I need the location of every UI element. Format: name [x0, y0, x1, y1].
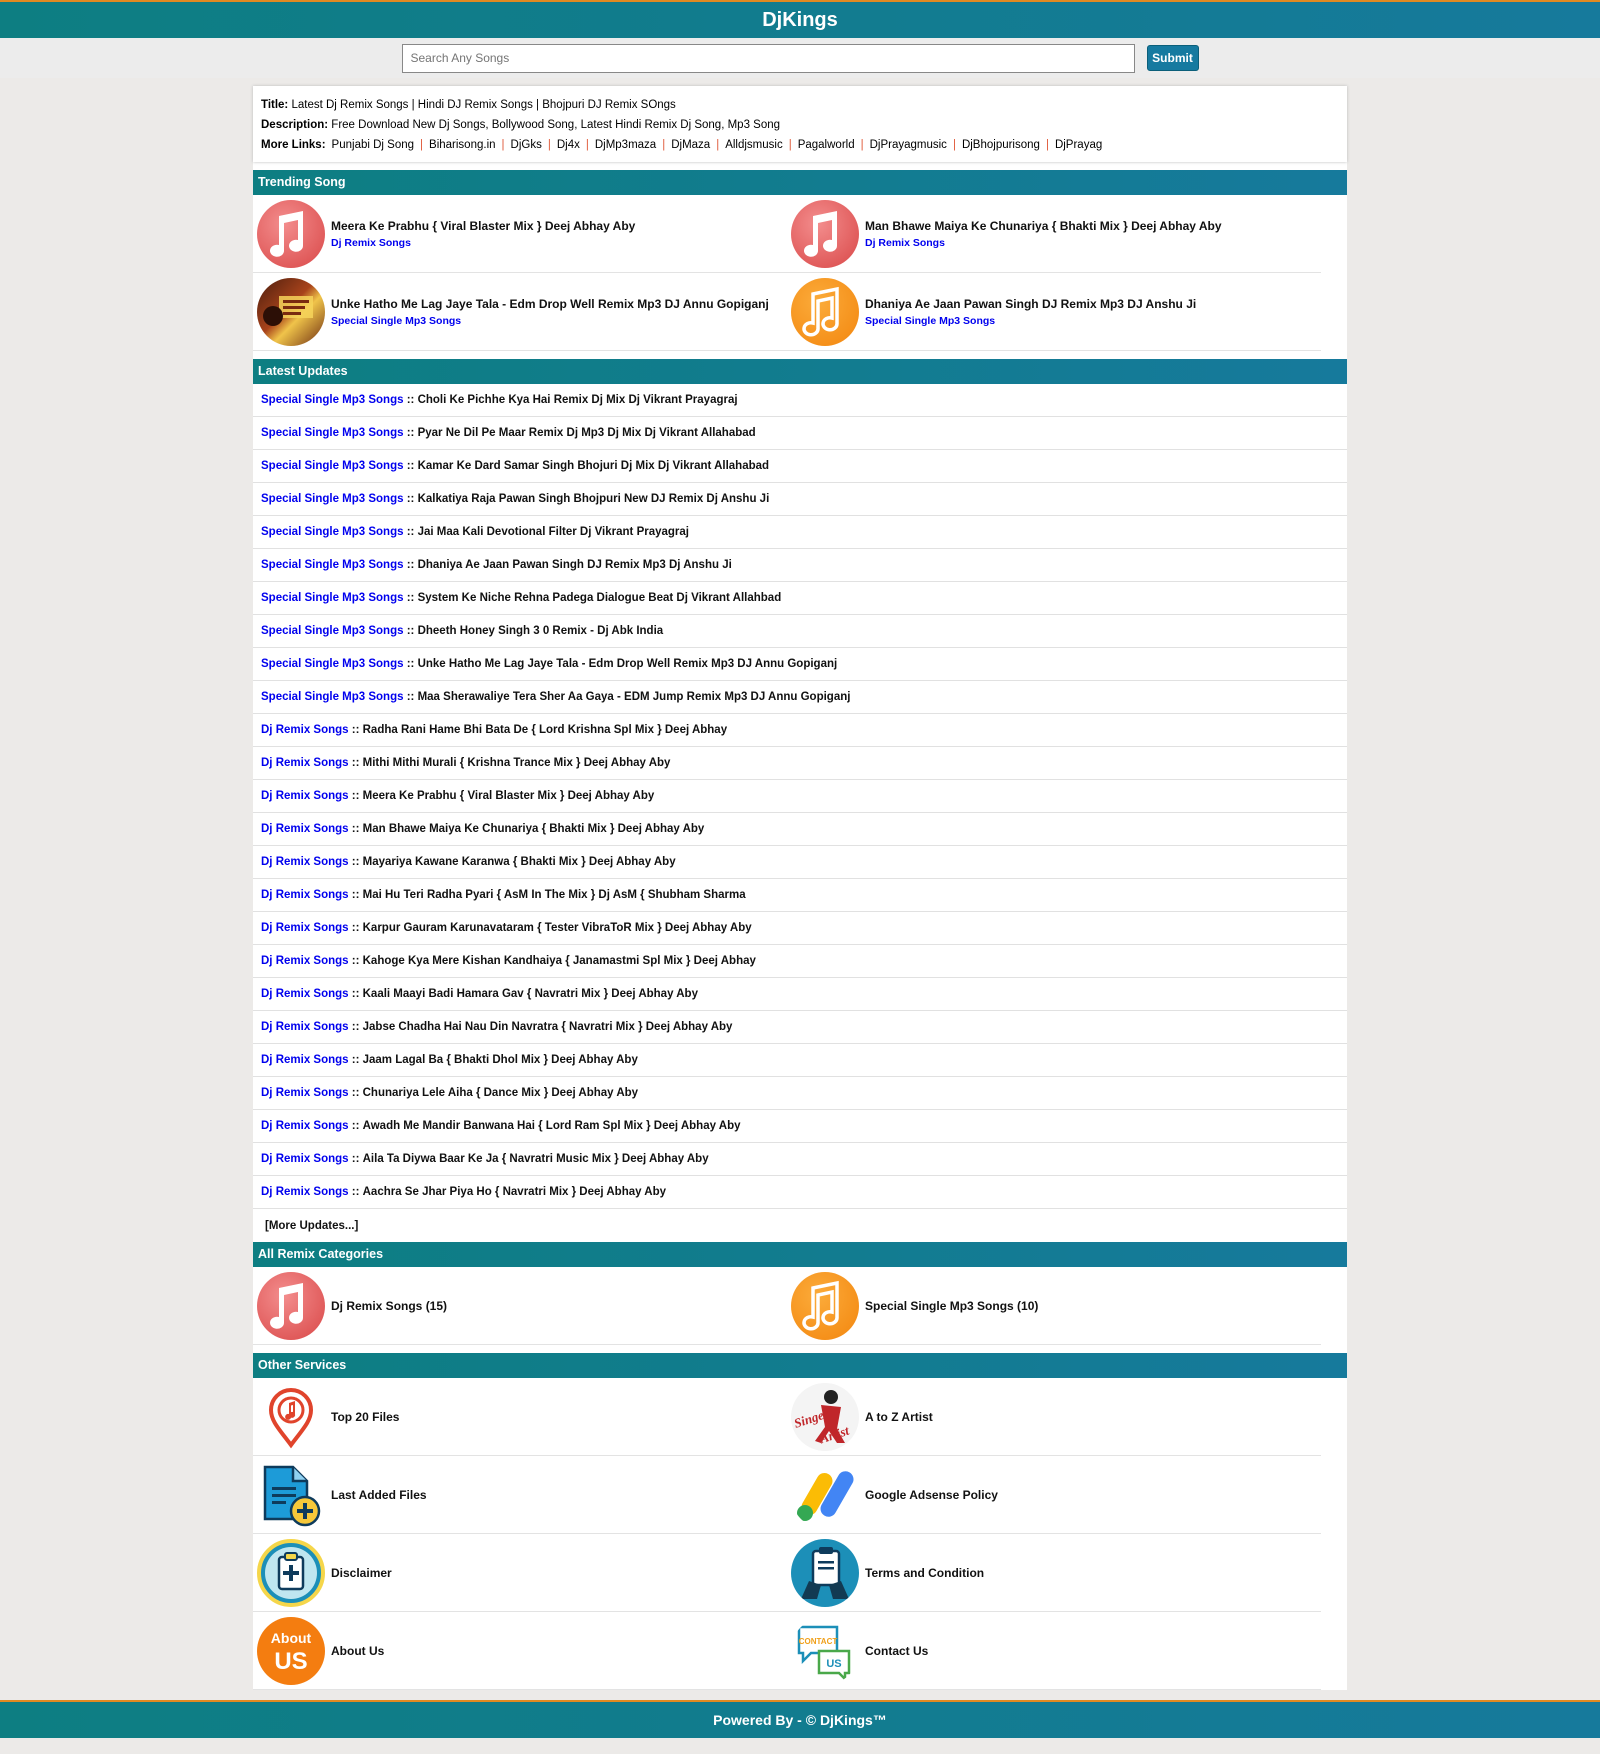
latest-row-category[interactable]: Dj Remix Songs	[261, 856, 349, 868]
category-item-name[interactable]: Dj Remix Songs (15)	[331, 1298, 448, 1313]
service-item-name[interactable]: Top 20 Files	[331, 1409, 400, 1424]
link-separator: |	[662, 139, 666, 151]
latest-row-separator: ::	[348, 790, 363, 802]
link-separator: |	[501, 139, 505, 151]
latest-header: Latest Updates	[253, 359, 1347, 384]
clipboard-plus-icon	[257, 1539, 325, 1607]
latest-row-category[interactable]: Dj Remix Songs	[261, 823, 349, 835]
trending-item-text	[331, 297, 769, 327]
latest-row-separator: ::	[348, 757, 363, 769]
latest-row[interactable]	[253, 549, 1347, 582]
latest-row-title[interactable]: Jai Maa Kali Devotional Filter Dj Vikrant Prayagraj	[417, 526, 689, 538]
trending-item-title[interactable]: Dhaniya Ae Jaan Pawan Singh DJ Remix Mp3 DJ Anshu Ji	[865, 296, 1197, 311]
trending-item[interactable]	[253, 195, 787, 273]
trending-item-category[interactable]: Dj Remix Songs	[331, 236, 411, 249]
latest-row-title[interactable]: Jabse Chadha Hai Nau Din Navratra { Navratri Mix } Deej Abhay Aby	[362, 1021, 733, 1033]
singer-artist-icon	[791, 1383, 859, 1451]
latest-row-title[interactable]: Mayariya Kawane Karanwa { Bhakti Mix } Deej Abhay Aby	[362, 856, 676, 868]
service-item-label	[331, 1644, 384, 1658]
more-link[interactable]: Punjabi Dj Song	[331, 139, 415, 151]
trending-item-category[interactable]: Special Single Mp3 Songs	[331, 314, 462, 327]
latest-row[interactable]	[253, 747, 1347, 780]
categories-header: All Remix Categories	[253, 1242, 1347, 1267]
service-item-name[interactable]: Google Adsense Policy	[865, 1487, 998, 1502]
album-cover-icon	[257, 278, 325, 346]
add-file-icon	[257, 1461, 325, 1529]
latest-row-separator: ::	[348, 889, 363, 901]
trending-item-title[interactable]: Unke Hatho Me Lag Jaye Tala - Edm Drop Well Remix Mp3 DJ Annu Gopiganj	[331, 296, 769, 311]
service-item-label	[331, 1566, 392, 1580]
service-item-name[interactable]: Contact Us	[865, 1643, 929, 1658]
latest-row-title[interactable]: Aachra Se Jhar Piya Ho { Navratri Mix } Deej Abhay Aby	[362, 1186, 667, 1198]
latest-row[interactable]	[253, 615, 1347, 648]
latest-row[interactable]	[253, 1011, 1347, 1044]
link-separator: |	[716, 139, 720, 151]
latest-row-title[interactable]: Radha Rani Hame Bhi Bata De { Lord Krishna Spl Mix } Deej Abhay	[362, 724, 728, 736]
latest-row-title[interactable]: Maa Sherawaliye Tera Sher Aa Gaya - EDM Jump Remix Mp3 DJ Annu Gopiganj	[417, 691, 851, 703]
latest-row-separator: ::	[348, 1087, 363, 1099]
svg-text:Singer: Singer	[792, 1405, 831, 1431]
music-note-orange-icon	[791, 1272, 859, 1340]
more-link[interactable]: Biharisong.in	[429, 139, 496, 151]
service-item[interactable]	[253, 1378, 787, 1456]
latest-row-separator: ::	[348, 1021, 363, 1033]
latest-row-title[interactable]: Meera Ke Prabhu { Viral Blaster Mix } Deej Abhay Aby	[362, 790, 655, 802]
latest-row-category[interactable]: Special Single Mp3 Songs	[261, 493, 404, 505]
trending-item-title[interactable]: Man Bhawe Maiya Ke Chunariya { Bhakti Mix } Deej Abhay Aby	[865, 218, 1222, 233]
latest-row-category[interactable]: Special Single Mp3 Songs	[261, 394, 404, 406]
more-link[interactable]: DjPrayagmusic	[869, 139, 947, 151]
trending-item[interactable]	[787, 273, 1321, 351]
latest-row-separator: ::	[403, 691, 418, 703]
latest-row-separator: ::	[348, 1153, 363, 1165]
search-input[interactable]	[402, 44, 1135, 73]
service-item-name[interactable]: A to Z Artist	[865, 1409, 933, 1424]
service-item-label	[865, 1488, 998, 1502]
service-item[interactable]	[253, 1456, 787, 1534]
latest-row-category[interactable]: Dj Remix Songs	[261, 1054, 349, 1066]
category-item-label	[865, 1299, 1038, 1313]
trending-item-category[interactable]: Dj Remix Songs	[865, 236, 945, 249]
link-separator: |	[420, 139, 424, 151]
latest-row[interactable]	[253, 879, 1347, 912]
latest-row[interactable]	[253, 780, 1347, 813]
trending-list	[253, 195, 1347, 351]
latest-row-category[interactable]: Dj Remix Songs	[261, 1087, 349, 1099]
link-separator: |	[1045, 139, 1049, 151]
latest-row[interactable]	[253, 1176, 1347, 1209]
svg-text:Artist: Artist	[817, 1422, 851, 1446]
latest-row-category[interactable]: Dj Remix Songs	[261, 922, 349, 934]
more-link[interactable]: Pagalworld	[797, 139, 855, 151]
category-item[interactable]	[787, 1267, 1321, 1345]
latest-row-category[interactable]: Special Single Mp3 Songs	[261, 559, 404, 571]
service-item-label	[865, 1566, 984, 1580]
link-separator: |	[952, 139, 956, 151]
site-header	[0, 0, 1600, 38]
latest-row-separator: ::	[403, 658, 418, 670]
service-item-name[interactable]: About Us	[331, 1643, 385, 1658]
latest-row-category[interactable]: Special Single Mp3 Songs	[261, 658, 404, 670]
terms-clipboard-icon	[791, 1539, 859, 1607]
latest-row-category[interactable]: Dj Remix Songs	[261, 889, 349, 901]
latest-row[interactable]	[253, 483, 1347, 516]
latest-row[interactable]	[253, 681, 1347, 714]
latest-row-category[interactable]: Special Single Mp3 Songs	[261, 625, 404, 637]
latest-row-separator: ::	[348, 1186, 363, 1198]
about-us-icon	[257, 1617, 325, 1685]
latest-row-title[interactable]: Kalkatiya Raja Pawan Singh Bhojpuri New DJ Remix Dj Anshu Ji	[417, 493, 770, 505]
service-item[interactable]	[253, 1612, 787, 1690]
category-item-name[interactable]: Special Single Mp3 Songs (10)	[865, 1298, 1039, 1313]
info-box	[253, 86, 1347, 162]
trending-item-category[interactable]: Special Single Mp3 Songs	[865, 314, 996, 327]
services-list	[253, 1378, 1347, 1690]
latest-row[interactable]	[253, 912, 1347, 945]
link-separator: |	[788, 139, 792, 151]
svg-text:US: US	[826, 1657, 842, 1670]
info-description-label: Description:	[261, 119, 329, 131]
service-item[interactable]	[787, 1534, 1321, 1612]
footer-text: Powered By - © DjKings™	[713, 1712, 887, 1728]
services-header: Other Services	[253, 1353, 1347, 1378]
trending-item-title[interactable]: Meera Ke Prabhu { Viral Blaster Mix } Deej Abhay Aby	[331, 218, 636, 233]
more-links-list	[326, 139, 1109, 151]
more-link[interactable]: Alldjsmusic	[725, 139, 783, 151]
latest-row-separator: ::	[403, 526, 418, 538]
service-item-label	[865, 1644, 928, 1658]
latest-row-separator: ::	[348, 1120, 363, 1132]
latest-row-category[interactable]: Dj Remix Songs	[261, 790, 349, 802]
latest-row-category[interactable]: Dj Remix Songs	[261, 955, 349, 967]
latest-row-category[interactable]: Special Single Mp3 Songs	[261, 460, 404, 472]
latest-row-separator: ::	[403, 460, 418, 472]
latest-row[interactable]	[253, 417, 1347, 450]
search-bar	[0, 38, 1600, 78]
latest-row-title[interactable]: Dhaniya Ae Jaan Pawan Singh DJ Remix Mp3 Dj Anshu Ji	[417, 559, 732, 571]
latest-row[interactable]	[253, 516, 1347, 549]
latest-row-title[interactable]: Choli Ke Pichhe Kya Hai Remix Dj Mix Dj Vikrant Prayagraj	[417, 394, 738, 406]
trending-header: Trending Song	[253, 170, 1347, 195]
service-item[interactable]	[787, 1378, 1321, 1456]
latest-row-separator: ::	[403, 625, 418, 637]
contact-us-icon	[791, 1617, 859, 1685]
latest-row-category[interactable]: Dj Remix Songs	[261, 1120, 349, 1132]
latest-row-title[interactable]: Pyar Ne Dil Pe Maar Remix Dj Mp3 Dj Mix Dj Vikrant Allahabad	[417, 427, 756, 439]
site-logo[interactable]: DjKings	[762, 8, 838, 31]
service-item-label	[331, 1410, 399, 1424]
link-separator: |	[547, 139, 551, 151]
service-item[interactable]	[253, 1534, 787, 1612]
submit-button[interactable]: Submit	[1147, 45, 1199, 71]
service-item-label	[865, 1410, 933, 1424]
more-link[interactable]: DjPrayag	[1054, 139, 1103, 151]
info-description-value: Free Download New Dj Songs, Bollywood Song, Latest Hindi Remix Dj Song, Mp3 Song	[331, 119, 781, 131]
service-item-label	[331, 1488, 427, 1502]
latest-row[interactable]	[253, 714, 1347, 747]
latest-row-category[interactable]: Special Single Mp3 Songs	[261, 526, 404, 538]
trending-item-text	[865, 297, 1196, 327]
more-link[interactable]: DjGks	[510, 139, 542, 151]
trending-item[interactable]	[787, 195, 1321, 273]
latest-list	[253, 384, 1347, 1242]
latest-row-title[interactable]: Chunariya Lele Aiha { Dance Mix } Deej Abhay Aby	[362, 1087, 639, 1099]
more-link[interactable]: DjMaza	[671, 139, 711, 151]
latest-row-separator: ::	[403, 394, 418, 406]
info-title-row	[261, 95, 1339, 115]
latest-row-separator: ::	[348, 922, 363, 934]
latest-row-category[interactable]: Dj Remix Songs	[261, 757, 349, 769]
latest-row-separator: ::	[348, 856, 363, 868]
latest-row[interactable]	[253, 978, 1347, 1011]
trending-item[interactable]	[253, 273, 787, 351]
latest-row-title[interactable]: Kaali Maayi Badi Hamara Gav { Navratri Mix } Deej Abhay Aby	[362, 988, 698, 1000]
music-note-red-icon	[257, 200, 325, 268]
latest-row-separator: ::	[348, 955, 363, 967]
latest-row-category[interactable]: Dj Remix Songs	[261, 1186, 349, 1198]
adsense-logo-icon	[791, 1461, 859, 1529]
latest-row[interactable]	[253, 450, 1347, 483]
latest-row-title[interactable]: Mai Hu Teri Radha Pyari { AsM In The Mix } Dj AsM { Shubham Sharma	[362, 889, 746, 901]
latest-row-separator: ::	[403, 493, 418, 505]
category-item-label	[331, 1299, 447, 1313]
more-link[interactable]: DjBhojpurisong	[961, 139, 1040, 151]
info-title-value: Latest Dj Remix Songs | Hindi DJ Remix Songs | Bhojpuri DJ Remix SOngs	[291, 99, 676, 111]
svg-text:CONTACT: CONTACT	[798, 1636, 838, 1646]
more-links-label: More Links:	[261, 139, 326, 151]
latest-row-title[interactable]: Mithi Mithi Murali { Krishna Trance Mix } Deej Abhay Aby	[362, 757, 671, 769]
music-note-red-icon	[257, 1272, 325, 1340]
more-links-row	[261, 135, 1339, 155]
latest-row-title[interactable]: Jaam Lagal Ba { Bhakti Dhol Mix } Deej Abhay Aby	[362, 1054, 638, 1066]
latest-row-title[interactable]: System Ke Niche Rehna Padega Dialogue Beat Dj Vikrant Allahbad	[417, 592, 782, 604]
latest-row-category[interactable]: Dj Remix Songs	[261, 724, 349, 736]
more-link[interactable]: Dj4x	[556, 139, 580, 151]
latest-row-separator: ::	[403, 559, 418, 571]
latest-row[interactable]	[253, 1110, 1347, 1143]
site-footer	[0, 1700, 1600, 1738]
latest-row-title[interactable]: Dheeth Honey Singh 3 0 Remix - Dj Abk India	[417, 625, 664, 637]
trending-item-text	[865, 219, 1222, 249]
service-item-name[interactable]: Terms and Condition	[865, 1565, 985, 1580]
latest-row[interactable]	[253, 384, 1347, 417]
more-updates-link[interactable]: [More Updates...]	[265, 1219, 359, 1232]
location-music-pin-icon	[257, 1383, 325, 1451]
latest-row-title[interactable]: Awadh Me Mandir Banwana Hai { Lord Ram Spl Mix } Deej Abhay Aby	[362, 1120, 741, 1132]
latest-row-separator: ::	[348, 823, 363, 835]
latest-row-category[interactable]: Dj Remix Songs	[261, 1021, 349, 1033]
music-note-red-icon	[791, 200, 859, 268]
trending-item-text	[331, 219, 635, 249]
svg-text:US: US	[274, 1647, 308, 1675]
categories-list	[253, 1267, 1347, 1345]
service-item-name[interactable]: Last Added Files	[331, 1487, 427, 1502]
latest-row-category[interactable]: Dj Remix Songs	[261, 1153, 349, 1165]
service-item-name[interactable]: Disclaimer	[331, 1565, 392, 1580]
latest-row[interactable]	[253, 1143, 1347, 1176]
latest-row-title[interactable]: Man Bhawe Maiya Ke Chunariya { Bhakti Mix } Deej Abhay Aby	[362, 823, 705, 835]
latest-row-category[interactable]: Special Single Mp3 Songs	[261, 592, 404, 604]
latest-row-title[interactable]: Unke Hatho Me Lag Jaye Tala - Edm Drop Well Remix Mp3 DJ Annu Gopiganj	[417, 658, 838, 670]
music-note-orange-icon	[791, 278, 859, 346]
latest-row-separator: ::	[348, 988, 363, 1000]
latest-row[interactable]	[253, 945, 1347, 978]
latest-row[interactable]	[253, 813, 1347, 846]
more-link[interactable]: DjMp3maza	[594, 139, 657, 151]
latest-row-title[interactable]: Kahoge Kya Mere Kishan Kandhaiya { Janamastmi Spl Mix } Deej Abhay	[362, 955, 756, 967]
latest-row[interactable]	[253, 582, 1347, 615]
link-separator: |	[860, 139, 864, 151]
latest-row[interactable]	[253, 846, 1347, 879]
latest-row-category[interactable]: Dj Remix Songs	[261, 988, 349, 1000]
latest-row-category[interactable]: Special Single Mp3 Songs	[261, 691, 404, 703]
latest-row-separator: ::	[348, 724, 363, 736]
link-separator: |	[585, 139, 589, 151]
latest-row[interactable]	[253, 648, 1347, 681]
latest-row-category[interactable]: Special Single Mp3 Songs	[261, 427, 404, 439]
latest-row-title[interactable]: Aila Ta Diywa Baar Ke Ja { Navratri Music Mix } Deej Abhay Aby	[362, 1153, 709, 1165]
main-content	[253, 86, 1347, 1690]
latest-row-title[interactable]: Karpur Gauram Karunavataram { Tester VibraToR Mix } Deej Abhay Aby	[362, 922, 752, 934]
info-description-row	[261, 115, 1339, 135]
latest-row-separator: ::	[403, 592, 418, 604]
latest-row-separator: ::	[348, 1054, 363, 1066]
latest-row[interactable]	[253, 1044, 1347, 1077]
svg-text:About: About	[270, 1629, 312, 1646]
latest-row-separator: ::	[403, 427, 418, 439]
latest-row-title[interactable]: Kamar Ke Dard Samar Singh Bhojuri Dj Mix Dj Vikrant Allahabad	[417, 460, 770, 472]
info-title-label: Title:	[261, 99, 289, 111]
service-item[interactable]	[787, 1612, 1321, 1690]
latest-row[interactable]	[253, 1077, 1347, 1110]
category-item[interactable]	[253, 1267, 787, 1345]
service-item[interactable]	[787, 1456, 1321, 1534]
